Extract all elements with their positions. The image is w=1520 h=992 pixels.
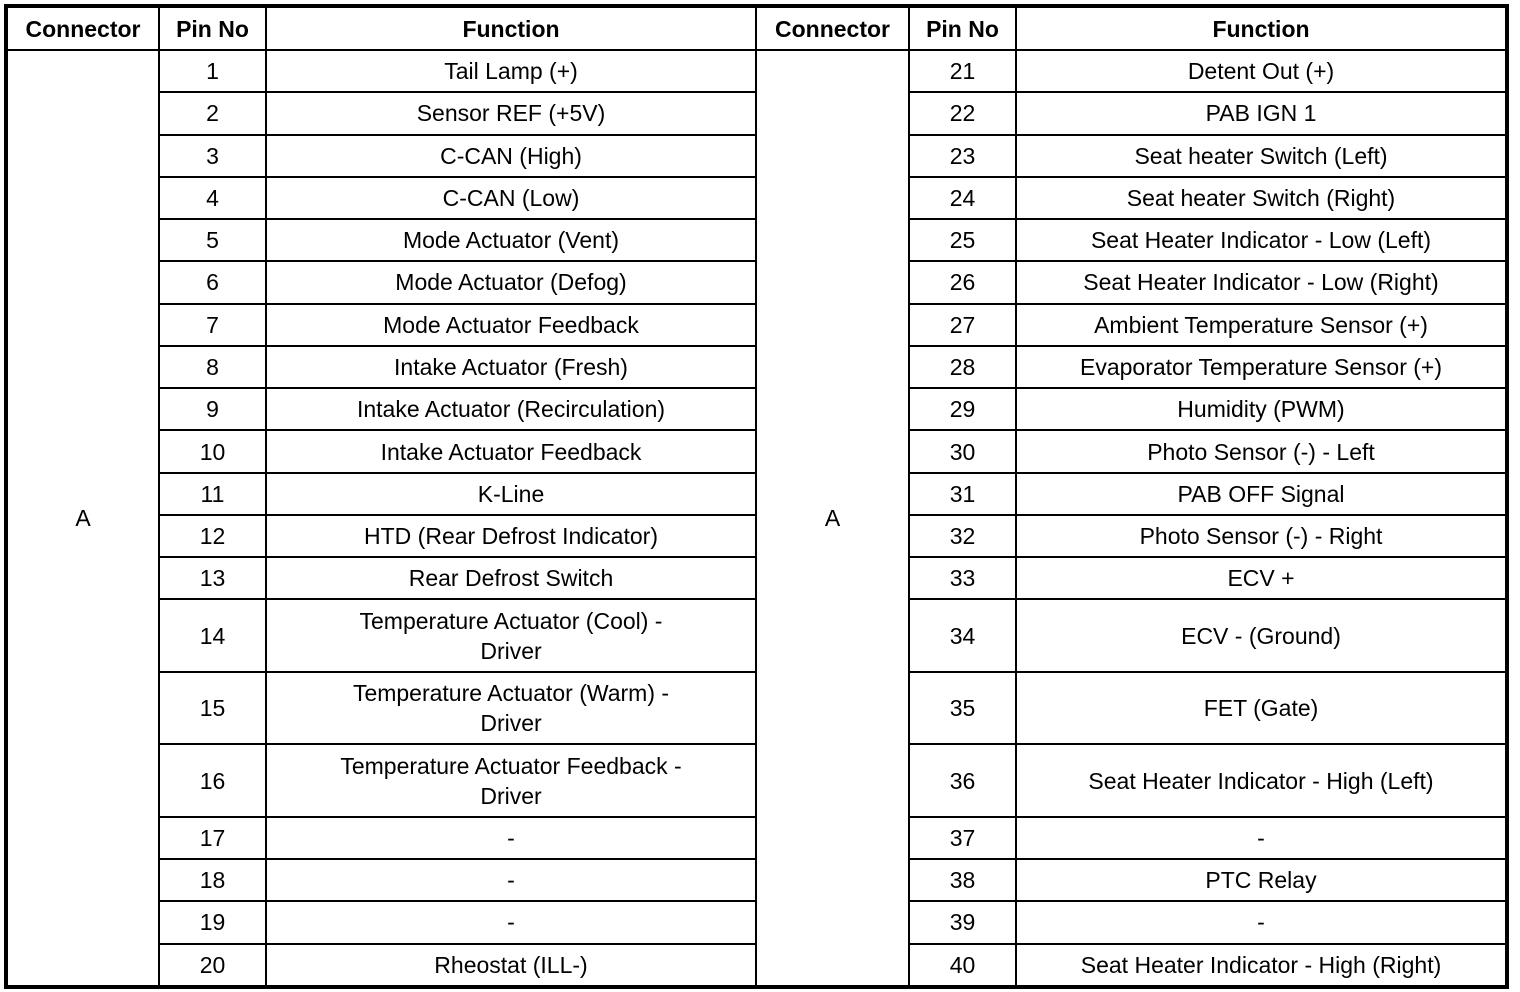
function-left: - [266, 817, 756, 859]
connector-pin-table [6, 6, 1507, 987]
function-right: - [1016, 901, 1506, 943]
pin-number-right: 21 [909, 50, 1016, 92]
function-left: Temperature Actuator (Cool) - Driver [266, 599, 756, 671]
function-right: Photo Sensor (-) - Right [1016, 515, 1506, 557]
function-right: FET (Gate) [1016, 672, 1506, 744]
function-right: Seat Heater Indicator - High (Left) [1016, 744, 1506, 816]
function-right: Detent Out (+) [1016, 50, 1506, 92]
function-right: Seat heater Switch (Left) [1016, 135, 1506, 177]
header-function-right: Function [1016, 7, 1506, 50]
function-left: Temperature Actuator Feedback - Driver [266, 744, 756, 816]
pin-number-right: 39 [909, 901, 1016, 943]
pin-number-left: 9 [159, 388, 266, 430]
pin-number-left: 18 [159, 859, 266, 901]
pin-number-right: 31 [909, 473, 1016, 515]
function-left: - [266, 859, 756, 901]
function-right: Ambient Temperature Sensor (+) [1016, 304, 1506, 346]
pin-number-left: 8 [159, 346, 266, 388]
function-right: PAB OFF Signal [1016, 473, 1506, 515]
function-left: Intake Actuator (Fresh) [266, 346, 756, 388]
pin-number-left: 3 [159, 135, 266, 177]
pin-number-right: 24 [909, 177, 1016, 219]
pin-number-right: 30 [909, 430, 1016, 472]
function-left: C-CAN (Low) [266, 177, 756, 219]
header-function-left: Function [266, 7, 756, 50]
pin-number-left: 19 [159, 901, 266, 943]
pin-number-right: 28 [909, 346, 1016, 388]
pin-number-left: 16 [159, 744, 266, 816]
pin-number-left: 6 [159, 261, 266, 303]
function-left: Intake Actuator (Recirculation) [266, 388, 756, 430]
function-left: Rear Defrost Switch [266, 557, 756, 599]
header-connector-right: Connector [756, 7, 909, 50]
pin-number-left: 20 [159, 944, 266, 986]
function-right: Photo Sensor (-) - Left [1016, 430, 1506, 472]
function-left: C-CAN (High) [266, 135, 756, 177]
function-right: Evaporator Temperature Sensor (+) [1016, 346, 1506, 388]
pin-number-left: 12 [159, 515, 266, 557]
function-right: Seat Heater Indicator - Low (Right) [1016, 261, 1506, 303]
pin-number-left: 1 [159, 50, 266, 92]
function-left: Temperature Actuator (Warm) - Driver [266, 672, 756, 744]
header-pin-left: Pin No [159, 7, 266, 50]
pin-number-right: 36 [909, 744, 1016, 816]
header-pin-right: Pin No [909, 7, 1016, 50]
pin-number-right: 25 [909, 219, 1016, 261]
pin-number-right: 33 [909, 557, 1016, 599]
function-right: Seat Heater Indicator - High (Right) [1016, 944, 1506, 986]
function-right: Seat Heater Indicator - Low (Left) [1016, 219, 1506, 261]
pin-number-right: 23 [909, 135, 1016, 177]
function-left: K-Line [266, 473, 756, 515]
function-right: ECV - (Ground) [1016, 599, 1506, 671]
pin-number-left: 2 [159, 92, 266, 134]
pin-number-right: 26 [909, 261, 1016, 303]
function-left: Mode Actuator (Vent) [266, 219, 756, 261]
function-right: PAB IGN 1 [1016, 92, 1506, 134]
pin-number-left: 7 [159, 304, 266, 346]
pin-number-right: 35 [909, 672, 1016, 744]
pin-number-left: 17 [159, 817, 266, 859]
pin-number-right: 37 [909, 817, 1016, 859]
function-right: Seat heater Switch (Right) [1016, 177, 1506, 219]
function-left: Tail Lamp (+) [266, 50, 756, 92]
pin-number-left: 10 [159, 430, 266, 472]
function-left: Mode Actuator Feedback [266, 304, 756, 346]
function-left: Mode Actuator (Defog) [266, 261, 756, 303]
header-row [7, 7, 1506, 50]
pin-number-right: 22 [909, 92, 1016, 134]
pin-number-right: 32 [909, 515, 1016, 557]
table-body [7, 50, 1506, 986]
pin-number-left: 14 [159, 599, 266, 671]
pin-number-right: 29 [909, 388, 1016, 430]
function-right: ECV + [1016, 557, 1506, 599]
pin-number-left: 11 [159, 473, 266, 515]
connector-cell-left: A [7, 50, 159, 986]
pin-number-left: 5 [159, 219, 266, 261]
function-right: - [1016, 817, 1506, 859]
connector-cell-right: A [756, 50, 909, 986]
function-left: Sensor REF (+5V) [266, 92, 756, 134]
function-right: PTC Relay [1016, 859, 1506, 901]
function-left: Intake Actuator Feedback [266, 430, 756, 472]
pin-number-right: 27 [909, 304, 1016, 346]
pin-number-right: 34 [909, 599, 1016, 671]
pin-number-right: 38 [909, 859, 1016, 901]
pin-number-left: 13 [159, 557, 266, 599]
table-row [7, 50, 1506, 92]
header-connector-left: Connector [7, 7, 159, 50]
function-left: HTD (Rear Defrost Indicator) [266, 515, 756, 557]
pin-number-left: 15 [159, 672, 266, 744]
function-right: Humidity (PWM) [1016, 388, 1506, 430]
pin-number-right: 40 [909, 944, 1016, 986]
function-left: Rheostat (ILL-) [266, 944, 756, 986]
pin-number-left: 4 [159, 177, 266, 219]
function-left: - [266, 901, 756, 943]
